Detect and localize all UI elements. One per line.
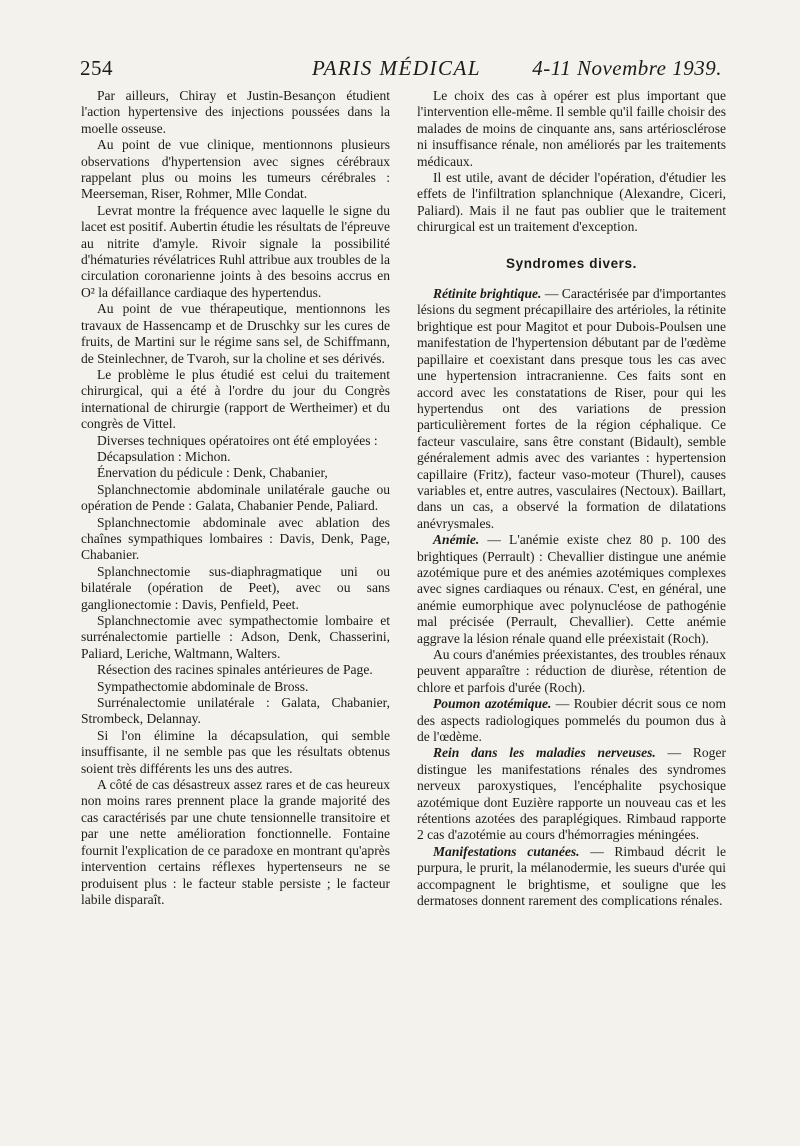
paragraph: Il est utile, avant de décider l'opération, d'étudier les effets de l'infiltration splanchnique (Alexandre, Ciceri, Paliard). Mais il ne faut pas oublier que le traitement chirurgical est un traitement d'exception. <box>417 170 726 235</box>
paragraph: Au point de vue clinique, mentionnons plusieurs observations d'hypertension avec signes cérébraux rappelant plus ou moins les tumeurs cérébrales : Meerseman, Riser, Rohmer, Mlle Condat. <box>81 137 390 202</box>
paragraph: Énervation du pédicule : Denk, Chabanier, <box>97 465 328 481</box>
paragraph: Levrat montre la fréquence avec laquelle le signe du lacet est positif. Aubertin étudie les résultats de l'épreuve au nitrite d'amyle. Rivoir signale la possibilité d'hématuries révélatrices Ruhl attribue aux troubles de la circulation coronarienne joints à des besoins accrus en O² la défaillance cardiaque des hypertendus. <box>81 202 390 300</box>
paragraph: Le problème le plus étudié est celui du traitement chirurgical, qui a été à l'ordre du jour du Congrès international de chirurgie (rapport de Wertheimer) et du congrès de Vittel. <box>81 366 390 432</box>
subsection-heading: Rein dans les maladies nerveuses. <box>433 745 656 761</box>
paragraph: Si l'on élimine la décapsulation, qui semble insuffisante, il ne semble pas que les résultats obtenus soient très différents les uns des autres. <box>81 727 390 776</box>
subsection-heading: Poumon azotémique. <box>433 696 552 712</box>
paragraph: Sympathectomie abdominale de Bross. <box>97 678 309 694</box>
paragraph: Diverses techniques opératoires ont été employées : <box>97 432 378 448</box>
paragraph: Le choix des cas à opérer est plus important que l'intervention elle-même. Il semble qu'il faille choisir des malades de moins de cinquante ans, sans artériosclérose ni insuffisance rénale, non améliorés par les traitements médicaux. <box>417 88 726 169</box>
right-column <box>417 88 726 910</box>
paragraph: Au point de vue thérapeutique, mentionnons les travaux de Hassencamp et de Druschky sur les cures de fruits, de Martini sur le régime sans sel, de Schiffmann, de Steinlechner, de Tvaroh, sur la choline et ses dérivés. <box>81 301 390 366</box>
subsection-text: — Roger distingue les manifestations rénales des syndromes nerveux paroxystiques, l'encéphalite psychosique azotémique dont Euzière rapporte un nouveau cas et les rétentions azotées des paraplégiques. Rimbaud rapporte 2 cas d'azotémie au cours d'hémorragies méningées. <box>417 745 726 843</box>
paragraph: Résection des racines spinales antérieures de Page. <box>97 662 373 678</box>
subsection-paragraph <box>417 696 726 745</box>
paragraph: A côté de cas désastreux assez rares et de cas heureux non moins rares prennent place la grande majorité des cas caractérisés par une chute tensionnelle transitoire et par une nette amélioration fonctionnelle. Fontaine fournit l'explication de ce paradoxe en montrant qu'après intervention certains réflexes hypertenseurs ne se produisent plus : le facteur stable persiste ; le facteur labile disparaît. <box>81 777 390 907</box>
paragraph: Splanchnectomie sus-diaphragmatique uni ou bilatérale (opération de Peet), avec ou sans ganglionectomie : Davis, Penfield, Peet. <box>81 563 390 612</box>
paragraph: Au cours d'anémies préexistantes, des troubles rénaux peuvent apparaître : réduction de diurèse, rétention de chlore et parfois d'urée (Roch). <box>417 647 726 695</box>
paragraph: Surrénalectomie unilatérale : Galata, Chabanier, Strombeck, Delannay. <box>81 695 390 727</box>
subsection-text: — Rimbaud décrit le purpura, le prurit, la mélanodermie, les sueurs d'urée qui accompagnent le brightisme, et souligne que les dermatoses donnent rarement des complications rénales. <box>417 843 726 909</box>
page-number: 254 <box>80 56 113 80</box>
subsection-paragraph <box>417 745 726 843</box>
paragraph: Splanchnectomie avec sympathectomie lombaire et surrénalectomie partielle : Adson, Denk, Chasserini, Paliard, Leriche, Waltmann, Walters. <box>81 613 390 661</box>
section-title: Syndromes divers. <box>505 255 637 271</box>
left-column <box>81 88 390 908</box>
subsection-text: — Roubier décrit sous ce nom des aspects radiologiques pommelés du poumon dus à de l'œdème. <box>417 696 726 745</box>
subsection-paragraph <box>417 532 726 647</box>
page-header <box>80 56 722 82</box>
subsection-text: — L'anémie existe chez 80 p. 100 des brightiques (Perrault) : Chevallier distingue une anémie azotémique pure et des anémies azotémiques complexes avec signes cardiaques ou rénaux. C'est, en général, une anémie eumorphique avec polynucléose de pathogénie mal précisée (Perrault, Chevallier). Cette anémie aggrave la lésion rénale quand elle préexistait (Roch). <box>417 532 726 646</box>
paragraph: Décapsulation : Michon. <box>97 448 231 464</box>
paragraph: Par ailleurs, Chiray et Justin-Besançon étudient l'action hypertensive des injections poussées dans la moelle osseuse. <box>81 88 390 136</box>
subsection-heading: Rétinite brightique. <box>433 286 542 302</box>
subsection-heading: Anémie. <box>433 532 480 548</box>
journal-title: PARIS MÉDICAL <box>312 56 482 80</box>
subsection-paragraph <box>417 844 726 910</box>
subsection-text: — Caractérisée par d'importantes lésions du segment précapillaire des artérioles, la rétinite brightique est pour Magitot et pour Dubois-Poulsen une manifestation de l'hypertension débutant par de l'œdème papillaire et coexistant dans presque tous les cas avec une hypertension intracranienne. Ces faits sont en accord avec les constatations de Riser, pour qui les hypertendus ont des variations de pression particulièrement fortes de la région céphalique. Ce facteur vasculaire, sans être constant (Bidault), semble généralement admis avec des variantes : hypertension capillaire (Fritz), facteur vaso-moteur (Thurel), causes variables et, entre autres, vasculaires (Nectoux). Baillart, dans un cas, a observé la formation de dilatations anévrysmales. <box>417 286 727 531</box>
issue-date: 4-11 Novembre 1939. <box>532 56 722 80</box>
paragraph: Splanchnectomie abdominale unilatérale gauche ou opération de Pende : Galata, Chabanier Pende, Paliard. <box>81 481 390 514</box>
subsection-heading: Manifestations cutanées. <box>433 843 580 859</box>
subsection-paragraph <box>417 286 726 532</box>
paragraph: Splanchnectomie abdominale avec ablation des chaînes sympathiques lombaires : Davis, Denk, Page, Chabanier. <box>81 514 390 563</box>
